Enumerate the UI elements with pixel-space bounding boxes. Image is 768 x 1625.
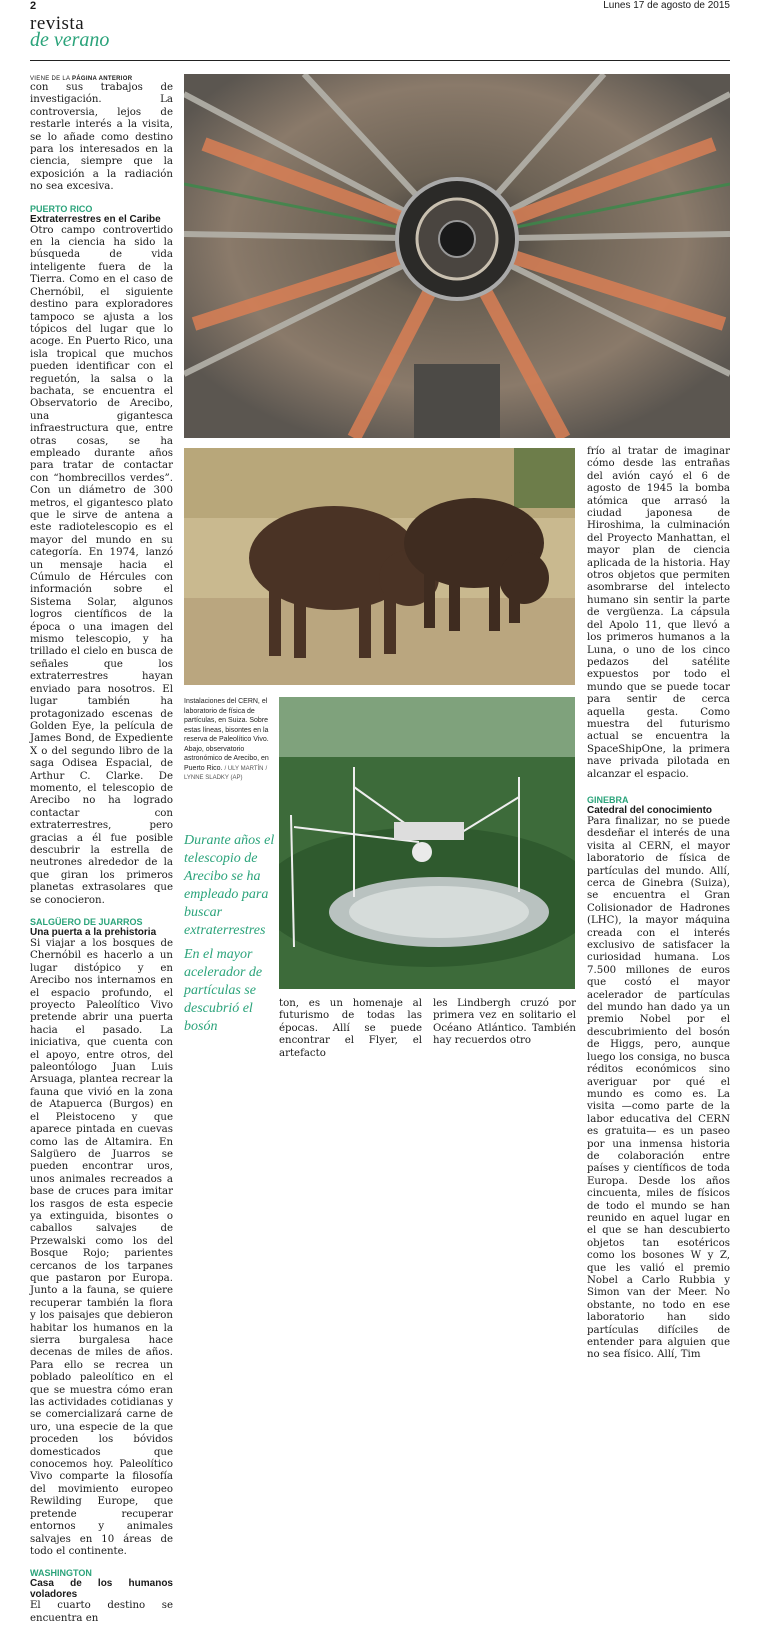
puerto-rico-kicker: PUERTO RICO — [30, 203, 93, 214]
washington-body: El cuarto destino se encuentra en — [30, 1600, 173, 1624]
washington-kicker: WASHINGTON — [30, 1568, 92, 1579]
arecibo-photo — [279, 697, 575, 989]
puerto-rico-body: Otro campo controvertido en la ciencia ha sido la búsqueda de vida inteligente fuera de la Tierra. Como en el caso de Chernóbil, el siguiente destino para exploradores tampoco se ajusta a los tópicos del lugar que lo acoge. En Puerto Rico, una isla tropical que muchos pueden identificar con el reguetón, la salsa o la bachata, se encuentra el Observatorio de Arecibo, una gigantesca infraestructura que, entre otras cosas, se ha empleado durante años para tratar de contactar con “hombrecillos verdes”. Con un diámetro de 300 metros, el gigantesco plato que le sirve de antena a este radiotelescopio es el mayor del mundo en su categoría. En 1974, lanzó un mensaje hacia el Cúmulo de Hércules con información sobre el Sistema Solar, algunos logros científicos de la época o una imagen del mismo telescopio, y ha trillado el cielo en busca de señales que los extraterrestres hayan enviado para nosotros. El lugar también ha protagonizado escenas de Golden Eye, la película de James Bond, de Expediente X o del segundo libro de la saga Odisea Espacial, de Arthur C. Clarke. De momento, el telescopio de Arecibo no ha logrado contactar con extraterrestres, pero gracias a él fue posible descubrir la estrella de neutrones alrededor de la que giran los primeros planetas extrasolares que se conocieron. — [30, 224, 173, 906]
header-rule — [30, 60, 730, 61]
salguero-body: Si viajar a los bosques de Chernóbil es hacerlo a un lugar distópico y en Arecibo nos internamos en el espacio profundo, el proyecto Paleolítico Vivo pretende abrir una puerta hacia el pasado. La iniciativa, que cuenta con el apoyo, entre otros, del paleontólogo Juan Luis Arsuaga, plantea recrear la fauna que vivió en la zona de Atapuerca (Burgos) en el Pleistoceno y que aparece pintada en cuevas como las de Altamira. En Salgüero de Juarros se pueden encontrar uros, unos animales recreados a base de cruces para imitar los rasgos de esta especie ya extinguida, bisontes o caballos salvajes de Przewalski como los del Bosque Rojo; parientes cercanos de los tarpanes que pastaron por Europa. Junto a la fauna, se quiere recuperar también la flora y los paisajes que debieron habitar los humanos en la sierra burgalesa hace decenas de miles de años. Para ello se recrea un poblado paleolítico en el que se muestra cómo eran las actividades cotidianas y se comercializará carne de uro, una especie de la que proceden los bóvidos domesticados que conocemos hoy. Paleolítico Vivo comparte la filosofía del movimiento europeo Rewilding Europe, que pretende recuperar entornos y animales salvajes en 10 áreas de todo el continente. — [30, 938, 173, 1557]
ginebra-kicker: GINEBRA — [587, 794, 629, 805]
salguero-subhead: Una puerta a la prehistoria — [30, 927, 157, 938]
cern-detector-photo — [184, 74, 730, 438]
intro-paragraph: con sus trabajos de investigación. La controversia, lejos de restarle interés a la visita, se lo añade como destino para los interesados en la ciencia, siempre que la exposición a la radiación no sea excesiva. — [30, 82, 173, 193]
section-logo-line1: revista — [30, 13, 85, 34]
mid-column-fragment-2: les Lindbergh cruzó por primera vez en solitario el Océano Atlántico. También hay recuerdos otro — [433, 998, 576, 1047]
photo-credit-1: / ULY MARTÍN — [224, 765, 264, 772]
washington-subhead: Casa de los humanos voladores — [30, 1578, 173, 1601]
puerto-rico-subhead: Extraterrestres en el Caribe — [30, 213, 161, 225]
bison-photo — [184, 448, 575, 685]
left-column — [30, 76, 173, 1625]
pull-quote-2: En el mayor acelerador de partículas se descubrió el bosón — [184, 947, 263, 1034]
photo-caption: Instalaciones del CERN, el laboratorio de física de partículas, en Suiza. Sobre estas líneas, bisontes en la reserva de Paleolítico Vivo. Abajo, observatorio astronómico de Arecibo, en Puerto Rico. / ULY MARTÍN / LYNNE SLADKY (AP) — [184, 698, 269, 781]
right-column — [587, 446, 730, 1362]
issue-date: Lunes 17 de agosto de 2015 — [603, 0, 730, 11]
continued-from: VIENE DE LA PÁGINA ANTERIOR — [30, 76, 133, 82]
photo-credit-2: / LYNNE SLADKY (AP) — [184, 765, 268, 781]
ginebra-body: Para finalizar, no se puede desdeñar el interés de una visita al CERN, el mayor laboratorio de física de partículas del mundo. Allí, cerca de Ginebra (Suiza), se encuentra el Gran Colisionador de Hadrones (LHC), la mayor máquina creada con el interés exclusivo de satisfacer la curiosidad humana. Los 7.500 millones de euros que costó el mayor acelerador de partículas del mundo han dado ya un premio Nobel por el descubrimiento del bosón de Higgs, pero, aunque luego los consiga, no busca réditos económicos sino averiguar por qué el mundo es como es. La visita —como parte de la labor educativa del CERN es gratuita— es un paseo por una inmensa historia de colaboración entre países y científicos de toda Europa. Desde los años cincuenta, miles de físicos de todo el mundo se han reunido en aquel lugar en el que se han descubierto objetos tan esotéricos como los bosones W y Z, que les valió el premio Nobel a Carlo Rubbia y Simon van der Meer. No obstante, no todo en ese laboratorio han sido partículas difíciles de entender para alguien que no sea físico. Allí, Tim — [587, 815, 730, 1361]
ginebra-subhead: Catedral del conocimiento — [587, 804, 713, 816]
salguero-kicker: SALGÜERO DE JUARROS — [30, 917, 143, 927]
mid-column-fragment: ton, es un homenaje al futurismo de todas las épocas. Allí se puede encontrar el Flyer, el artefacto — [279, 998, 422, 1059]
section-logo-line2: de verano — [30, 29, 110, 51]
pull-quote-1: Durante años el telescopio de Arecibo se ha empleado para buscar extraterrestres — [184, 833, 275, 938]
right-body-1: frío al tratar de imaginar cómo desde las entrañas del avión cayó el 6 de agosto de 1945 la bomba atómica que arrasó la ciudad japonesa de Hiroshima, la culminación del Proyecto Manhattan, el mayor plan de ciencia aplicada de la historia. Hay otros objetos que permiten asombrarse del intelecto humano sin sentir la parte de vergüenza. La cápsula del Apolo 11, que llevó a los primeros humanos a la Luna, o uno de los cinco pedazos del satélite expuestos por todo el mundo que se puede tocar para sentir de cerca aquella gesta. Como muestra del futurismo actual se encuentra la SpaceShipOne, la primera nave privada pilotada en alcanzar el espacio. — [587, 446, 730, 780]
page-number: 2 — [30, 0, 37, 12]
